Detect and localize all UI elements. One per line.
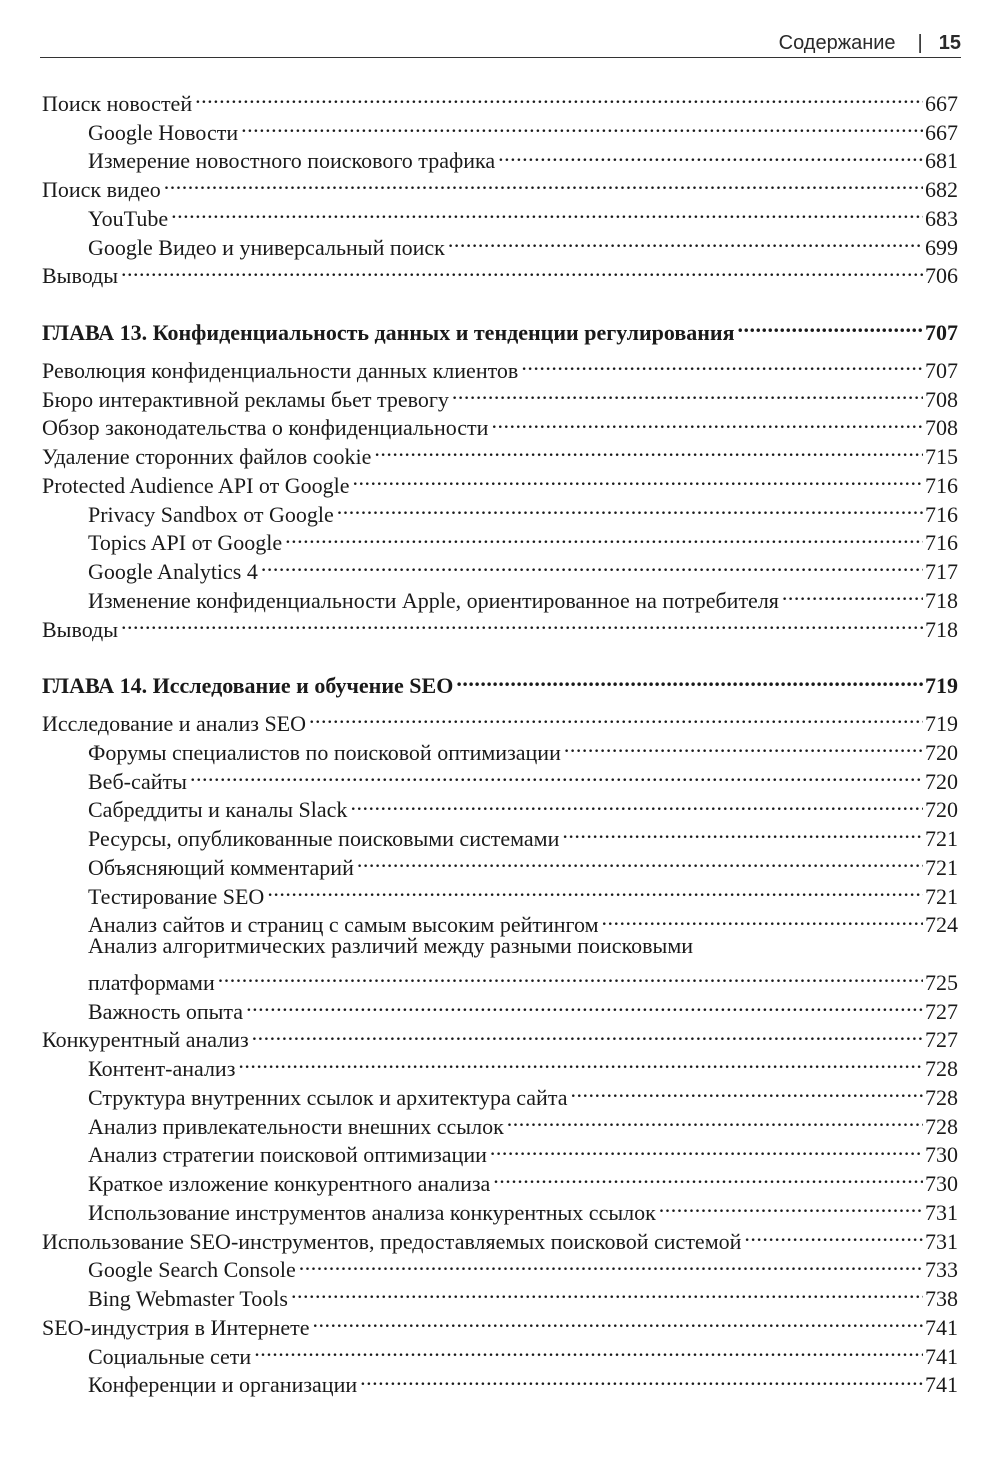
- toc-page-number: 728: [925, 1113, 958, 1139]
- toc-page-number: 716: [925, 530, 958, 556]
- dot-leader: [195, 82, 923, 111]
- toc-page-number: 731: [925, 1199, 958, 1225]
- toc-page-number: 741: [925, 1343, 958, 1369]
- dot-leader: [350, 789, 923, 818]
- toc-entry-title: Анализ сайтов и страниц с самым высоким рейтингом: [88, 912, 599, 938]
- toc-chapter: [42, 665, 958, 699]
- toc-entry: [42, 197, 958, 231]
- dot-leader: [352, 464, 923, 493]
- toc-entry-title: Обзор законодательства о конфиденциальности: [42, 415, 489, 441]
- toc-page-number: 741: [925, 1314, 958, 1340]
- toc-page-number: 708: [925, 415, 958, 441]
- toc-entry: [42, 226, 958, 260]
- dot-leader: [313, 1306, 923, 1335]
- dot-leader: [299, 1249, 923, 1278]
- toc-page-number: 716: [925, 472, 958, 498]
- dot-leader: [241, 111, 923, 140]
- dot-leader: [360, 1364, 923, 1393]
- dot-leader: [744, 1220, 923, 1249]
- dot-leader: [252, 1019, 923, 1048]
- toc-entry-title: Поиск новостей: [42, 90, 193, 116]
- toc-page-number: 730: [925, 1142, 958, 1168]
- dot-leader: [521, 349, 923, 378]
- toc-entry-title: Использование SEO-инструментов, предоставляемых поисковой системой: [42, 1228, 742, 1254]
- dot-leader: [456, 665, 923, 694]
- toc-entry-title: Сабреддиты и каналы Slack: [88, 797, 348, 823]
- toc-entry-title: SEO-индустрия в Интернете: [42, 1314, 310, 1340]
- dot-leader: [291, 1277, 923, 1306]
- toc-page-number: 699: [925, 234, 958, 260]
- toc-page-number: 718: [925, 587, 958, 613]
- toc-page-number: 720: [925, 797, 958, 823]
- toc-page-number: 728: [925, 1056, 958, 1081]
- toc-page-number: 708: [925, 386, 958, 412]
- toc-page-number: 707: [925, 320, 958, 345]
- dot-leader: [562, 817, 923, 846]
- running-header: [40, 30, 961, 56]
- dot-leader: [164, 168, 923, 197]
- toc-entry-title: Google Видео и универсальный поиск: [88, 234, 445, 260]
- toc-entry-title: Объясняющий комментарий: [88, 854, 354, 880]
- toc-page-number: 721: [925, 854, 958, 880]
- dot-leader: [452, 378, 923, 407]
- dot-leader: [218, 961, 923, 990]
- toc-entry-title: Анализ стратегии поисковой оптимизации: [88, 1142, 487, 1168]
- toc-entry-title: Google Search Console: [88, 1257, 296, 1283]
- toc-page-number: 725: [925, 969, 958, 995]
- toc-entry: [42, 255, 958, 289]
- toc-page-number: 720: [925, 768, 958, 794]
- toc-entry-title: YouTube: [88, 205, 169, 231]
- toc-entry: [42, 168, 958, 202]
- dot-leader: [493, 1162, 923, 1191]
- toc-entry-title: Ресурсы, опубликованные поисковыми системами: [88, 826, 560, 851]
- dot-leader: [254, 1335, 923, 1364]
- toc-entry: [42, 349, 958, 383]
- toc-page-number: 681: [925, 148, 958, 174]
- toc-entry-continuation: [42, 961, 958, 995]
- toc-entry-title: Выводы: [42, 616, 119, 642]
- dot-leader: [357, 846, 923, 875]
- toc-page-number: 727: [925, 998, 958, 1024]
- toc-entry-title: Социальные сети: [88, 1343, 252, 1369]
- toc-entry-title: Анализ привлекательности внешних ссылок: [88, 1113, 504, 1139]
- toc-page-number: 721: [925, 883, 958, 909]
- toc-entry-title: Анализ алгоритмических различий между разными поисковыми: [88, 933, 694, 959]
- dot-leader: [267, 875, 923, 904]
- dot-leader: [498, 140, 923, 169]
- toc-page-number: 733: [925, 1257, 958, 1283]
- dot-leader: [738, 311, 924, 340]
- toc-entry-title: Форумы специалистов по поисковой оптимизации: [88, 739, 561, 765]
- toc-entry-title: Protected Audience API от Google: [42, 472, 350, 498]
- toc-chapter: [42, 311, 958, 345]
- toc-entry-title: Изменение конфиденциальности Apple, ориентированное на потребителя: [88, 587, 779, 613]
- dot-leader: [602, 904, 923, 933]
- dot-leader: [246, 990, 923, 1019]
- dot-leader: [121, 608, 923, 637]
- toc-page-number: 728: [925, 1084, 958, 1110]
- dot-leader: [491, 407, 923, 436]
- toc-page-number: 667: [925, 119, 958, 145]
- dot-leader: [659, 1191, 923, 1220]
- toc-entry-title: Topics API от Google: [88, 530, 283, 556]
- toc-entry-title: Важность опыта: [88, 998, 244, 1024]
- toc-page-number: 707: [925, 357, 958, 383]
- toc-page-number: 667: [925, 90, 958, 116]
- toc-entry-title: Конференции и организации: [88, 1372, 358, 1398]
- toc-entry-title: Исследование и анализ SEO: [42, 711, 307, 736]
- chapter-title: ГЛАВА 13. Конфиденциальность данных и тенденции регулирования: [42, 320, 735, 345]
- toc-entry: [42, 702, 958, 736]
- toc-entry-title: Бюро интерактивной рекламы бьет тревогу: [42, 386, 449, 412]
- toc-entry: [42, 932, 958, 961]
- chapter-title: ГЛАВА 14. Исследование и обучение SEO: [42, 673, 454, 699]
- dot-leader: [570, 1076, 923, 1105]
- toc-entry-title: Google Analytics 4: [88, 559, 258, 584]
- toc-page-number: 682: [925, 177, 958, 202]
- dot-leader: [285, 522, 923, 551]
- toc-page-number: 717: [925, 559, 958, 584]
- toc-page-number: 683: [925, 205, 958, 231]
- toc-entry-title: Контент-анализ: [88, 1056, 236, 1081]
- dot-leader: [564, 731, 923, 760]
- toc-entry-title: Измерение новостного поискового трафика: [88, 148, 496, 174]
- toc-entry-title: Использование инструментов анализа конкурентных ссылок: [88, 1199, 656, 1225]
- toc-page-number: 738: [925, 1286, 958, 1311]
- toc-page-number: 741: [925, 1372, 958, 1398]
- toc-entry-title: Тестирование SEO: [88, 883, 265, 909]
- dot-leader: [309, 702, 923, 731]
- toc-entry-title-continuation: платформами: [88, 969, 215, 995]
- toc-entry-title: Bing Webmaster Tools: [88, 1286, 288, 1311]
- dot-leader: [337, 493, 923, 522]
- toc-page-number: 724: [925, 912, 958, 938]
- toc-entry-title: Поиск видео: [42, 177, 161, 202]
- header-rule: [40, 57, 961, 58]
- toc-entry: [42, 608, 958, 642]
- toc-page-number: 718: [925, 616, 958, 642]
- toc-entry-title: Выводы: [42, 263, 119, 289]
- table-of-contents: [42, 82, 958, 1398]
- toc-entry-title: Google Новости: [88, 119, 239, 145]
- dot-leader: [374, 435, 923, 464]
- toc-page-number: 727: [925, 1027, 958, 1053]
- toc-entry: [42, 82, 958, 116]
- dot-leader: [121, 255, 923, 284]
- toc-page-number: 716: [925, 501, 958, 527]
- dot-leader: [190, 760, 923, 789]
- toc-entry-title: Конкурентный анализ: [42, 1027, 249, 1053]
- toc-entry-title: Privacy Sandbox от Google: [88, 501, 334, 527]
- dot-leader: [238, 1047, 923, 1076]
- toc-page-number: 719: [925, 673, 958, 699]
- toc-entry-title: Структура внутренних ссылок и архитектура сайта: [88, 1084, 568, 1110]
- dot-leader: [490, 1134, 923, 1163]
- dot-leader: [171, 197, 923, 226]
- toc-page-number: 721: [925, 826, 958, 851]
- toc-entry-title: Краткое изложение конкурентного анализа: [88, 1171, 491, 1196]
- toc-page-number: 730: [925, 1171, 958, 1196]
- toc-page-number: 715: [925, 444, 958, 469]
- toc-page-number: 719: [925, 711, 958, 736]
- toc-entry-title: Революция конфиденциальности данных клиентов: [42, 357, 519, 383]
- dot-leader: [782, 579, 923, 608]
- toc-entry-title: Удаление сторонних файлов cookie: [42, 444, 372, 469]
- dot-leader: [261, 550, 923, 579]
- toc-entry-title: Веб-сайты: [88, 768, 187, 794]
- dot-leader: [448, 226, 923, 255]
- header-separator: |: [917, 31, 923, 54]
- toc-page-number: 720: [925, 739, 958, 765]
- dot-leader: [507, 1105, 923, 1134]
- toc-page-number: 706: [925, 263, 958, 289]
- toc-page-number: 731: [925, 1228, 958, 1254]
- page-number: 15: [938, 31, 961, 54]
- section-title: Содержание: [778, 31, 896, 54]
